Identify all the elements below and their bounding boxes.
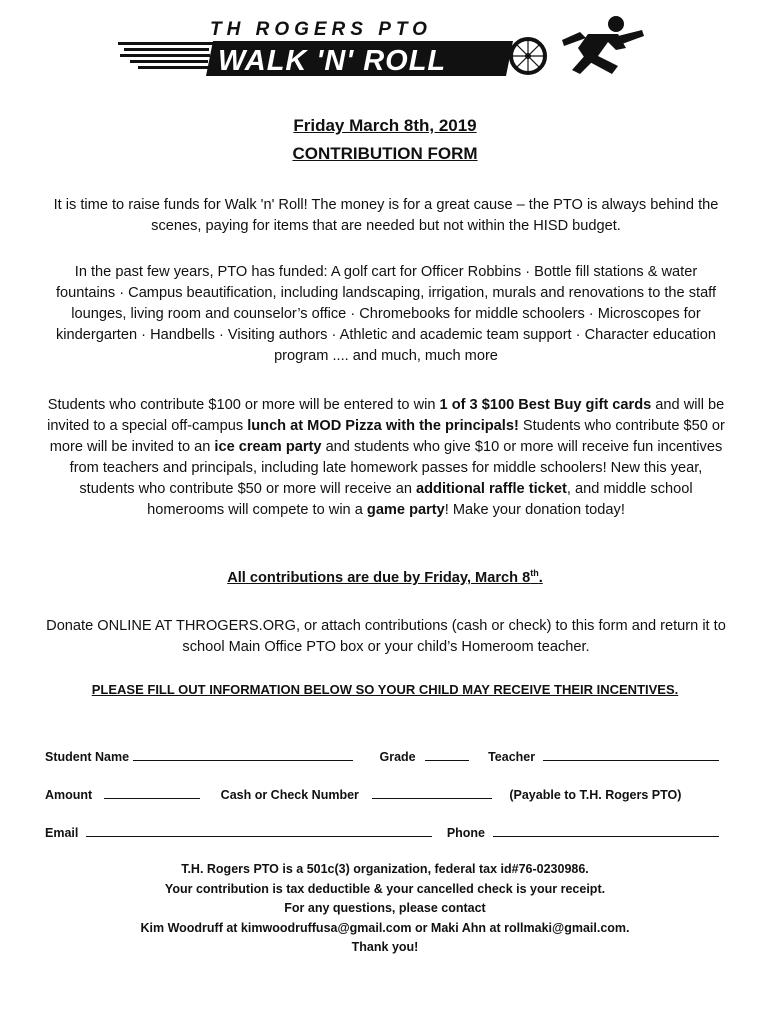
- incentives-bold-ice-cream: ice cream party: [214, 439, 322, 455]
- incentives-text-3: Students who contribute $50 or more will be invited to an: [49, 418, 725, 455]
- email-label: Email: [45, 826, 79, 840]
- incentives-text-1: Students who contribute $100 or more will be entered to win: [47, 397, 440, 413]
- incentives-bold-raffle: additional raffle ticket: [416, 481, 567, 497]
- email-field[interactable]: [86, 824, 432, 837]
- walk-n-roll-banner: [118, 8, 648, 78]
- student-name-label: Student Name: [45, 750, 130, 764]
- event-logo-text: WALK 'N' ROLL: [218, 45, 447, 77]
- incentives-text-5: , and middle school homerooms will compete to win a: [147, 481, 693, 518]
- form-row-email: [45, 824, 719, 840]
- footer-line-deductible: Your contribution is tax deductible & your cancelled check is your receipt.: [164, 881, 606, 896]
- funded-paragraph: In the past few years, PTO has funded: A golf cart for Officer Robbins · Bottle fill stations & water fountains · Campus beautification, including landscaping, irrigation, murals and renovations to the staff lounges, living room and counselor’s office · Chromebooks for middle schoolers · Microscopes for kindergarten · Handbells · Visiting authors · Athletic and academic team support · Character education program .... and much, much more: [55, 264, 717, 364]
- intro-paragraph: It is time to raise funds for Walk 'n' Roll! The money is for a great cause – the PTO is always behind the scenes, paying for items that are needed but not within the HISD budget.: [53, 197, 719, 234]
- cash-check-field[interactable]: [372, 786, 492, 799]
- phone-field[interactable]: [493, 824, 719, 837]
- grade-field[interactable]: [425, 748, 469, 761]
- banner-logo: [118, 8, 648, 78]
- footer-line-contacts: Kim Woodruff at kimwoodruffusa@gmail.com or Maki Ahn at rollmaki@gmail.com.: [140, 920, 630, 935]
- due-date-end: .: [538, 569, 543, 586]
- teacher-field[interactable]: [543, 748, 719, 761]
- footer-line-questions: For any questions, please contact: [284, 901, 486, 915]
- grade-label: Grade: [379, 750, 416, 764]
- phone-label: Phone: [446, 826, 486, 840]
- wheel-icon: [511, 39, 545, 73]
- fill-out-instruction: PLEASE FILL OUT INFORMATION BELOW SO YOUR CHILD MAY RECEIVE THEIR INCENTIVES.: [91, 682, 679, 697]
- due-date-text: All contributions are due by Friday, March 8: [227, 569, 531, 586]
- student-name-field[interactable]: [133, 748, 353, 761]
- incentives-bold-game-party: game party: [366, 502, 445, 518]
- form-row-amount: [45, 786, 681, 802]
- due-date-sup: th: [530, 568, 539, 578]
- incentives-text-6: ! Make your donation today!: [444, 502, 625, 518]
- due-date-notice: [0, 568, 770, 586]
- form-row-student: [45, 748, 719, 764]
- incentives-text-2: and will be invited to a special off-campus: [47, 397, 725, 434]
- footer-line-tax-id: T.H. Rogers PTO is a 501c(3) organization, federal tax id#76-0230986.: [181, 862, 589, 876]
- incentives-text-4: and students who give $10 or more will receive fun incentives from teachers and principals, including late homework passes for middle schoolers! New this year, students who contribute $50 or more will receive an: [69, 439, 723, 497]
- form-title: [0, 112, 770, 168]
- teacher-label: Teacher: [488, 750, 536, 764]
- cash-check-label: Cash or Check Number: [220, 788, 359, 802]
- footer-line-thanks: Thank you!: [351, 940, 419, 954]
- payable-note: (Payable to T.H. Rogers PTO): [509, 788, 682, 802]
- amount-label: Amount: [45, 788, 93, 802]
- incentives-bold-lunch: lunch at MOD Pizza with the principals!: [247, 418, 519, 434]
- form-name-title: CONTRIBUTION FORM: [292, 144, 478, 163]
- incentives-paragraph: [46, 395, 726, 521]
- incentives-bold-gift-cards: 1 of 3 $100 Best Buy gift cards: [439, 397, 652, 413]
- org-line-text: TH ROGERS PTO: [210, 19, 432, 40]
- amount-field[interactable]: [104, 786, 200, 799]
- footer-notice: [0, 860, 770, 958]
- donate-paragraph: Donate ONLINE AT THROGERS.ORG, or attach contributions (cash or check) to this form and return it to school Main Office PTO box or your child’s Homeroom teacher.: [46, 618, 726, 655]
- event-date-title: Friday March 8th, 2019: [293, 116, 477, 135]
- runner-icon: [562, 16, 644, 74]
